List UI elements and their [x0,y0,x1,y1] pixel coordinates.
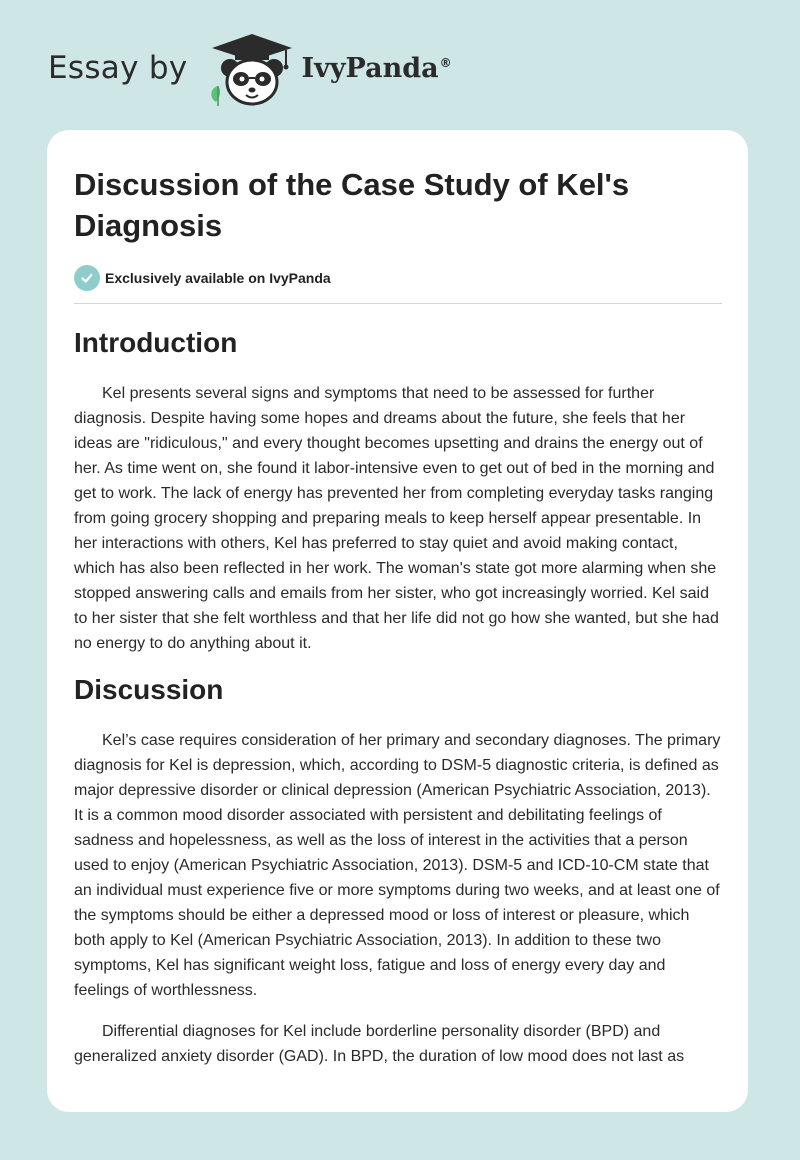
essay-title: Discussion of the Case Study of Kel's Diagnosis [74,167,630,243]
essay-by-label: Essay by [48,50,188,86]
discussion-paragraph-2: Differential diagnoses for Kel include borderline personality disorder (BPD) and generalized anxiety disorder (GAD). In BPD, the duration of low mood does not last as [74,1023,685,1065]
panda-graduate-icon [206,28,298,108]
site-header-logo[interactable] [48,28,452,108]
exclusive-badge [74,265,722,304]
discussion-paragraph-1: Kel’s case requires consideration of her primary and secondary diagnoses. The primary diagnosis for Kel is depression, which, according to DSM-5 diagnostic criteria, is defined as major depressive disorder or clinical depression (American Psychiatric Association, 2013). It is a common mood disorder associated with persistent and debilitating feelings of sadness and hopelessness, as well as the loss of interest in the activities that a person used to enjoy (American Psychiatric Association, 2013). DSM-5 and ICD-10-CM state that an individual must experience five or more symptoms during two weeks, and at least one of the symptoms should be either a depressed mood or loss of interest or pleasure, which both apply to Kel (American Psychiatric Association, 2013). In addition to these two symptoms, Kel has significant weight loss, fatigue and loss of energy every day and feelings of worthlessness. [74,732,721,999]
check-circle-icon [74,265,100,291]
essay-card [47,130,748,1112]
exclusive-badge-label: Exclusively available on IvyPanda [105,270,331,286]
ivypanda-wordmark: IvyPanda® [301,52,452,84]
section-heading-discussion: Discussion [74,674,224,705]
essay-content [74,164,722,1085]
introduction-paragraph: Kel presents several signs and symptoms that need to be assessed for further diagnosis. Despite having some hopes and dreams about the future, she feels that her ideas are "ridiculous," and every thought becomes upsetting and drains the energy out of her. As time went on, she found it labor-intensive even to get out of bed in the morning and get to work. The lack of energy has prevented her from completing everyday tasks ranging from going grocery shopping and preparing meals to keep herself appear presentable. In her interactions with others, Kel has preferred to stay quiet and avoid making contact, which has also been reflected in her work. The woman's state got more alarming when she stopped answering calls and emails from her sister, who got increasingly worried. Kel said to her sister that she felt worthless and that her life did not go how she wanted, but she had no energy to do anything about it. [74,385,719,652]
section-heading-introduction: Introduction [74,327,238,358]
registered-mark: ® [439,55,452,70]
